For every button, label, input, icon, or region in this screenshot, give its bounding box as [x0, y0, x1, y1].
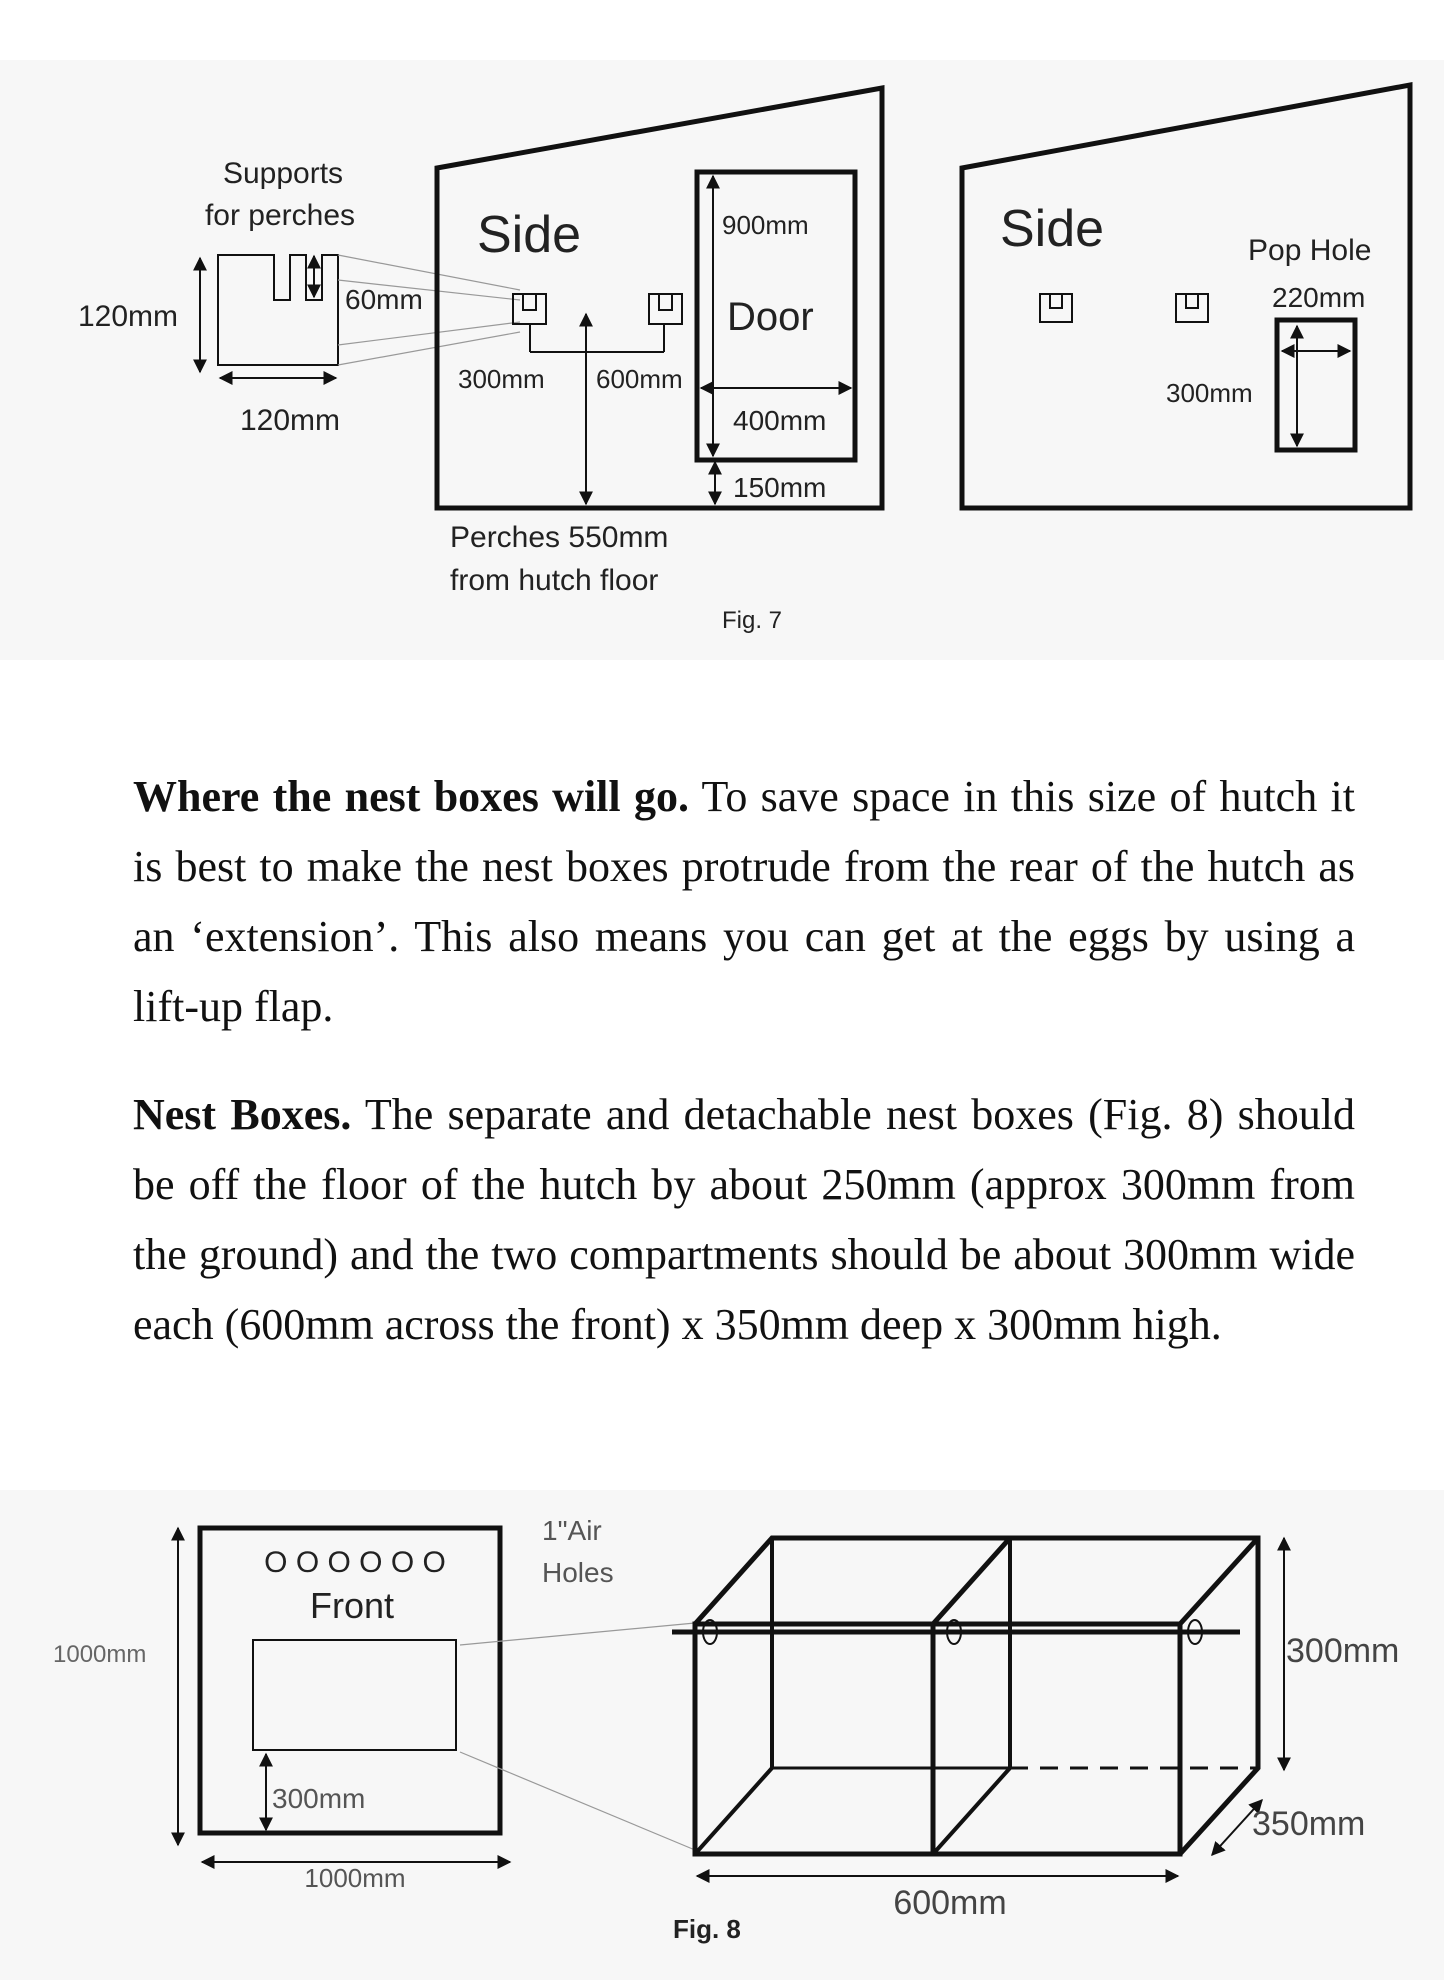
- right-panel-title: Side: [1000, 200, 1105, 258]
- box-depth-label: 350mm: [1252, 1805, 1366, 1843]
- paragraph-heading: Nest Boxes.: [133, 1090, 352, 1139]
- supports-label-line2: for perches: [204, 199, 356, 232]
- pop-hole-height-label: 300mm: [1166, 378, 1253, 408]
- door-label: Door: [727, 295, 814, 339]
- paragraph-heading: Where the nest boxes will go.: [133, 772, 689, 821]
- perch-note-line2: from hutch floor: [450, 564, 659, 597]
- pop-hole-label: Pop Hole: [1248, 234, 1372, 267]
- box-width-label: 600mm: [893, 1884, 1007, 1922]
- air-holes-row: O O O O O O: [264, 1546, 446, 1579]
- projection-line: [338, 322, 520, 345]
- door-gap-label: 150mm: [733, 472, 827, 503]
- front-width-label: 1000mm: [304, 1863, 406, 1893]
- paragraph-nest-boxes: [133, 1080, 1355, 1360]
- paragraph-nest-location: [133, 762, 1355, 1042]
- perch-support-shape: [218, 255, 338, 365]
- pop-hole-width-label: 220mm: [1272, 282, 1366, 313]
- paragraph-body: The separate and detachable nest boxes (Fig. 8) should be off the floor of the hutch by about 250mm (approx 300mm from the ground) and the two compartments should be about 300mm wide each (600mm across the front) x 350mm deep x 300mm high.: [133, 1090, 1355, 1349]
- box-height-label: 300mm: [1286, 1632, 1400, 1670]
- perch-offset-2: 600mm: [596, 364, 683, 394]
- pop-hole-outline: [1277, 320, 1355, 450]
- projection-line: [338, 332, 520, 365]
- front-label: Front: [309, 1585, 395, 1626]
- opening-offset-label: 300mm: [272, 1783, 366, 1814]
- air-holes-label-line2: Holes: [542, 1557, 614, 1588]
- fig8-background: [0, 1490, 1444, 1980]
- door-width-label: 400mm: [733, 405, 827, 436]
- perch-offset-1: 300mm: [458, 364, 545, 394]
- paragraph-body: To save space in this size of hutch it is best to make the nest boxes protrude from the rear of the hutch as an ‘extension’. This also means you can get at the eggs by using a lift-up flap.: [133, 772, 1355, 1031]
- air-holes-label-line1: 1"Air: [542, 1515, 602, 1546]
- supports-label-line1: Supports: [222, 157, 344, 190]
- front-height-label: 1000mm: [53, 1641, 147, 1668]
- support-slot-label: 60mm: [345, 284, 423, 315]
- support-width-label: 120mm: [239, 404, 341, 437]
- figure-7: [0, 0, 1444, 680]
- fig7-caption: Fig. 7: [722, 607, 783, 634]
- door-height-label: 900mm: [722, 210, 809, 240]
- left-panel-title: Side: [477, 206, 582, 264]
- fig8-caption: Fig. 8: [673, 1914, 741, 1944]
- perch-note-line1: Perches 550mm: [450, 521, 669, 554]
- support-height-label: 120mm: [78, 300, 179, 333]
